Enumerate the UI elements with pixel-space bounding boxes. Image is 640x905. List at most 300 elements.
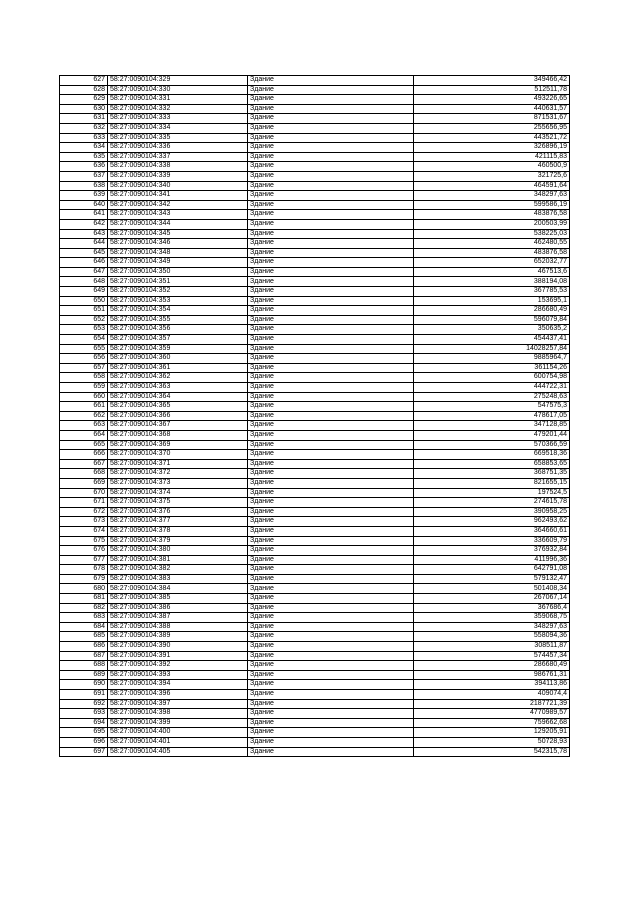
- cadastral-number: 58:27:0090104:343: [108, 210, 248, 220]
- cadastral-value: 462480,55: [414, 239, 570, 249]
- row-number: 636: [60, 162, 108, 172]
- table-row: [60, 219, 570, 229]
- cadastral-value: 558094,36: [414, 632, 570, 642]
- cadastral-number: 58:27:0090104:353: [108, 296, 248, 306]
- table-row: [60, 613, 570, 623]
- cadastral-number: 58:27:0090104:400: [108, 728, 248, 738]
- object-type: Здание: [248, 690, 414, 700]
- table-row: [60, 536, 570, 546]
- row-number: 656: [60, 354, 108, 364]
- cadastral-number: 58:27:0090104:333: [108, 114, 248, 124]
- table-row: [60, 651, 570, 661]
- table-row: [60, 123, 570, 133]
- object-type: Здание: [248, 277, 414, 287]
- table-row: [60, 210, 570, 220]
- table-row: [60, 718, 570, 728]
- cadastral-number: 58:27:0090104:386: [108, 603, 248, 613]
- row-number: 662: [60, 411, 108, 421]
- table-row: [60, 95, 570, 105]
- table-row: [60, 632, 570, 642]
- cadastral-value: 409074,4: [414, 690, 570, 700]
- table-row: [60, 277, 570, 287]
- cadastral-number: 58:27:0090104:349: [108, 258, 248, 268]
- row-number: 692: [60, 699, 108, 709]
- cadastral-value: 2187721,39: [414, 699, 570, 709]
- table-row: [60, 191, 570, 201]
- cadastral-number: 58:27:0090104:398: [108, 709, 248, 719]
- cadastral-value: 348297,63: [414, 622, 570, 632]
- cadastral-value: 759662,68: [414, 718, 570, 728]
- object-type: Здание: [248, 229, 414, 239]
- cadastral-number: 58:27:0090104:360: [108, 354, 248, 364]
- row-number: 684: [60, 622, 108, 632]
- object-type: Здание: [248, 200, 414, 210]
- row-number: 646: [60, 258, 108, 268]
- object-type: Здание: [248, 344, 414, 354]
- cadastral-value: 467513,6: [414, 267, 570, 277]
- object-type: Здание: [248, 85, 414, 95]
- cadastral-number: 58:27:0090104:381: [108, 555, 248, 565]
- cadastral-value: 326896,19: [414, 143, 570, 153]
- table-row: [60, 488, 570, 498]
- cadastral-value: 255656,95: [414, 123, 570, 133]
- cadastral-value: 600754,98: [414, 373, 570, 383]
- cadastral-value: 153695,1: [414, 296, 570, 306]
- cadastral-number: 58:27:0090104:361: [108, 363, 248, 373]
- table-row: [60, 594, 570, 604]
- object-type: Здание: [248, 133, 414, 143]
- cadastral-value: 574457,34: [414, 651, 570, 661]
- row-number: 678: [60, 565, 108, 575]
- cadastral-value: 421115,83: [414, 152, 570, 162]
- cadastral-value: 368751,35: [414, 469, 570, 479]
- object-type: Здание: [248, 594, 414, 604]
- cadastral-number: 58:27:0090104:367: [108, 421, 248, 431]
- row-number: 640: [60, 200, 108, 210]
- table-row: [60, 498, 570, 508]
- table-row: [60, 450, 570, 460]
- object-type: Здание: [248, 747, 414, 757]
- object-type: Здание: [248, 651, 414, 661]
- row-number: 657: [60, 363, 108, 373]
- cadastral-value: 394113,86: [414, 680, 570, 690]
- object-type: Здание: [248, 248, 414, 258]
- row-number: 697: [60, 747, 108, 757]
- cadastral-number: 58:27:0090104:379: [108, 536, 248, 546]
- table-row: [60, 459, 570, 469]
- cadastral-number: 58:27:0090104:391: [108, 651, 248, 661]
- cadastral-value: 444722,31: [414, 383, 570, 393]
- row-number: 633: [60, 133, 108, 143]
- cadastral-value: 821655,15: [414, 478, 570, 488]
- cadastral-value: 538225,03: [414, 229, 570, 239]
- table-row: [60, 171, 570, 181]
- row-number: 643: [60, 229, 108, 239]
- row-number: 664: [60, 430, 108, 440]
- object-type: Здание: [248, 526, 414, 536]
- object-type: Здание: [248, 335, 414, 345]
- object-type: Здание: [248, 143, 414, 153]
- table-row: [60, 239, 570, 249]
- row-number: 655: [60, 344, 108, 354]
- object-type: Здание: [248, 728, 414, 738]
- cadastral-value: 321725,6: [414, 171, 570, 181]
- object-type: Здание: [248, 114, 414, 124]
- table-row: [60, 555, 570, 565]
- cadastral-value: 367686,4: [414, 603, 570, 613]
- row-number: 647: [60, 267, 108, 277]
- row-number: 680: [60, 584, 108, 594]
- cadastral-value: 483876,58: [414, 210, 570, 220]
- row-number: 641: [60, 210, 108, 220]
- object-type: Здание: [248, 171, 414, 181]
- object-type: Здание: [248, 306, 414, 316]
- cadastral-value: 388194,08: [414, 277, 570, 287]
- table-body: [60, 76, 570, 757]
- row-number: 652: [60, 315, 108, 325]
- table-row: [60, 373, 570, 383]
- table-row: [60, 737, 570, 747]
- row-number: 667: [60, 459, 108, 469]
- cadastral-number: 58:27:0090104:385: [108, 594, 248, 604]
- cadastral-value: 478617,05: [414, 411, 570, 421]
- table-row: [60, 296, 570, 306]
- object-type: Здание: [248, 699, 414, 709]
- row-number: 639: [60, 191, 108, 201]
- table-row: [60, 143, 570, 153]
- row-number: 632: [60, 123, 108, 133]
- object-type: Здание: [248, 450, 414, 460]
- cadastral-number: 58:27:0090104:387: [108, 613, 248, 623]
- object-type: Здание: [248, 402, 414, 412]
- object-type: Здание: [248, 469, 414, 479]
- object-type: Здание: [248, 296, 414, 306]
- cadastral-value: 348297,63: [414, 191, 570, 201]
- cadastral-number: 58:27:0090104:392: [108, 661, 248, 671]
- table-row: [60, 335, 570, 345]
- table-row: [60, 690, 570, 700]
- cadastral-number: 58:27:0090104:352: [108, 287, 248, 297]
- row-number: 695: [60, 728, 108, 738]
- cadastral-number: 58:27:0090104:389: [108, 632, 248, 642]
- cadastral-value: 493226,65: [414, 95, 570, 105]
- cadastral-number: 58:27:0090104:344: [108, 219, 248, 229]
- row-number: 638: [60, 181, 108, 191]
- cadastral-number: 58:27:0090104:388: [108, 622, 248, 632]
- object-type: Здание: [248, 546, 414, 556]
- cadastral-value: 390958,25: [414, 507, 570, 517]
- cadastral-number: 58:27:0090104:396: [108, 690, 248, 700]
- object-type: Здание: [248, 239, 414, 249]
- cadastral-number: 58:27:0090104:375: [108, 498, 248, 508]
- object-type: Здание: [248, 392, 414, 402]
- table-row: [60, 670, 570, 680]
- cadastral-number: 58:27:0090104:380: [108, 546, 248, 556]
- object-type: Здание: [248, 152, 414, 162]
- row-number: 665: [60, 440, 108, 450]
- cadastral-number: 58:27:0090104:341: [108, 191, 248, 201]
- cadastral-number: 58:27:0090104:339: [108, 171, 248, 181]
- cadastral-number: 58:27:0090104:348: [108, 248, 248, 258]
- cadastral-value: 512511,78: [414, 85, 570, 95]
- cadastral-number: 58:27:0090104:350: [108, 267, 248, 277]
- object-type: Здание: [248, 622, 414, 632]
- row-number: 651: [60, 306, 108, 316]
- object-type: Здание: [248, 325, 414, 335]
- cadastral-value: 454437,41: [414, 335, 570, 345]
- cadastral-value: 308511,87: [414, 642, 570, 652]
- row-number: 666: [60, 450, 108, 460]
- table-row: [60, 76, 570, 86]
- object-type: Здание: [248, 555, 414, 565]
- cadastral-number: 58:27:0090104:355: [108, 315, 248, 325]
- cadastral-value: 542315,78: [414, 747, 570, 757]
- cadastral-number: 58:27:0090104:342: [108, 200, 248, 210]
- row-number: 654: [60, 335, 108, 345]
- cadastral-number: 58:27:0090104:378: [108, 526, 248, 536]
- cadastral-number: 58:27:0090104:397: [108, 699, 248, 709]
- cadastral-value: 267067,14: [414, 594, 570, 604]
- row-number: 673: [60, 517, 108, 527]
- object-type: Здание: [248, 459, 414, 469]
- table-row: [60, 229, 570, 239]
- row-number: 650: [60, 296, 108, 306]
- object-type: Здание: [248, 162, 414, 172]
- object-type: Здание: [248, 680, 414, 690]
- object-type: Здание: [248, 603, 414, 613]
- cadastral-number: 58:27:0090104:354: [108, 306, 248, 316]
- table-row: [60, 344, 570, 354]
- row-number: 693: [60, 709, 108, 719]
- cadastral-value: 962493,62: [414, 517, 570, 527]
- row-number: 686: [60, 642, 108, 652]
- cadastral-number: 58:27:0090104:364: [108, 392, 248, 402]
- row-number: 685: [60, 632, 108, 642]
- cadastral-value: 336609,79: [414, 536, 570, 546]
- row-number: 644: [60, 239, 108, 249]
- table-row: [60, 383, 570, 393]
- cadastral-number: 58:27:0090104:330: [108, 85, 248, 95]
- table-row: [60, 267, 570, 277]
- cadastral-value: 50728,93: [414, 737, 570, 747]
- row-number: 682: [60, 603, 108, 613]
- cadastral-number: 58:27:0090104:366: [108, 411, 248, 421]
- object-type: Здание: [248, 565, 414, 575]
- row-number: 660: [60, 392, 108, 402]
- table-row: [60, 354, 570, 364]
- cadastral-value: 367785,53: [414, 287, 570, 297]
- table-row: [60, 565, 570, 575]
- cadastral-value: 359068,75: [414, 613, 570, 623]
- cadastral-value: 871531,67: [414, 114, 570, 124]
- row-number: 629: [60, 95, 108, 105]
- object-type: Здание: [248, 76, 414, 86]
- cadastral-value-table: [59, 75, 570, 757]
- row-number: 671: [60, 498, 108, 508]
- cadastral-number: 58:27:0090104:351: [108, 277, 248, 287]
- cadastral-value: 349466,42: [414, 76, 570, 86]
- cadastral-number: 58:27:0090104:401: [108, 737, 248, 747]
- table-row: [60, 162, 570, 172]
- cadastral-number: 58:27:0090104:334: [108, 123, 248, 133]
- row-number: 681: [60, 594, 108, 604]
- row-number: 687: [60, 651, 108, 661]
- cadastral-value: 274615,78: [414, 498, 570, 508]
- row-number: 670: [60, 488, 108, 498]
- table-row: [60, 709, 570, 719]
- object-type: Здание: [248, 584, 414, 594]
- cadastral-value: 579132,47: [414, 574, 570, 584]
- object-type: Здание: [248, 574, 414, 584]
- table-row: [60, 392, 570, 402]
- cadastral-value: 483876,58: [414, 248, 570, 258]
- table-row: [60, 507, 570, 517]
- object-type: Здание: [248, 354, 414, 364]
- row-number: 653: [60, 325, 108, 335]
- row-number: 659: [60, 383, 108, 393]
- cadastral-number: 58:27:0090104:331: [108, 95, 248, 105]
- cadastral-value: 652032,77: [414, 258, 570, 268]
- object-type: Здание: [248, 632, 414, 642]
- object-type: Здание: [248, 430, 414, 440]
- row-number: 676: [60, 546, 108, 556]
- table-row: [60, 469, 570, 479]
- object-type: Здание: [248, 373, 414, 383]
- table-row: [60, 622, 570, 632]
- table-row: [60, 430, 570, 440]
- cadastral-value: 479201,44: [414, 430, 570, 440]
- cadastral-number: 58:27:0090104:365: [108, 402, 248, 412]
- cadastral-value: 200503,99: [414, 219, 570, 229]
- cadastral-value: 440631,57: [414, 104, 570, 114]
- object-type: Здание: [248, 613, 414, 623]
- table-row: [60, 546, 570, 556]
- cadastral-value: 14028257,84: [414, 344, 570, 354]
- cadastral-value: 129205,91: [414, 728, 570, 738]
- object-type: Здание: [248, 267, 414, 277]
- cadastral-number: 58:27:0090104:368: [108, 430, 248, 440]
- cadastral-number: 58:27:0090104:384: [108, 584, 248, 594]
- row-number: 696: [60, 737, 108, 747]
- object-type: Здание: [248, 383, 414, 393]
- table-row: [60, 411, 570, 421]
- row-number: 668: [60, 469, 108, 479]
- cadastral-number: 58:27:0090104:373: [108, 478, 248, 488]
- table-row: [60, 181, 570, 191]
- cadastral-value: 361154,26: [414, 363, 570, 373]
- object-type: Здание: [248, 709, 414, 719]
- cadastral-number: 58:27:0090104:369: [108, 440, 248, 450]
- cadastral-value: 464591,64: [414, 181, 570, 191]
- table-row: [60, 325, 570, 335]
- cadastral-value: 350635,2: [414, 325, 570, 335]
- cadastral-value: 197524,5: [414, 488, 570, 498]
- cadastral-value: 347128,85: [414, 421, 570, 431]
- row-number: 669: [60, 478, 108, 488]
- cadastral-number: 58:27:0090104:362: [108, 373, 248, 383]
- object-type: Здание: [248, 123, 414, 133]
- table-row: [60, 133, 570, 143]
- cadastral-value: 596079,84: [414, 315, 570, 325]
- row-number: 649: [60, 287, 108, 297]
- cadastral-number: 58:27:0090104:346: [108, 239, 248, 249]
- cadastral-number: 58:27:0090104:357: [108, 335, 248, 345]
- row-number: 677: [60, 555, 108, 565]
- cadastral-value: 986761,31: [414, 670, 570, 680]
- object-type: Здание: [248, 642, 414, 652]
- object-type: Здание: [248, 507, 414, 517]
- cadastral-number: 58:27:0090104:374: [108, 488, 248, 498]
- cadastral-number: 58:27:0090104:345: [108, 229, 248, 239]
- cadastral-value: 443521,72: [414, 133, 570, 143]
- object-type: Здание: [248, 219, 414, 229]
- cadastral-value: 275248,63: [414, 392, 570, 402]
- cadastral-value: 669518,36: [414, 450, 570, 460]
- row-number: 637: [60, 171, 108, 181]
- object-type: Здание: [248, 498, 414, 508]
- table-row: [60, 728, 570, 738]
- table-row: [60, 526, 570, 536]
- table-row: [60, 642, 570, 652]
- row-number: 630: [60, 104, 108, 114]
- table-row: [60, 402, 570, 412]
- cadastral-value: 501408,34: [414, 584, 570, 594]
- object-type: Здание: [248, 210, 414, 220]
- cadastral-number: 58:27:0090104:393: [108, 670, 248, 680]
- cadastral-number: 58:27:0090104:338: [108, 162, 248, 172]
- cadastral-number: 58:27:0090104:390: [108, 642, 248, 652]
- table-row: [60, 421, 570, 431]
- table-row: [60, 440, 570, 450]
- table-row: [60, 200, 570, 210]
- cadastral-value: 411996,36: [414, 555, 570, 565]
- row-number: 648: [60, 277, 108, 287]
- table-row: [60, 152, 570, 162]
- row-number: 628: [60, 85, 108, 95]
- row-number: 631: [60, 114, 108, 124]
- cadastral-number: 58:27:0090104:336: [108, 143, 248, 153]
- row-number: 642: [60, 219, 108, 229]
- cadastral-number: 58:27:0090104:340: [108, 181, 248, 191]
- object-type: Здание: [248, 517, 414, 527]
- object-type: Здание: [248, 478, 414, 488]
- object-type: Здание: [248, 670, 414, 680]
- table-row: [60, 574, 570, 584]
- cadastral-number: 58:27:0090104:371: [108, 459, 248, 469]
- cadastral-number: 58:27:0090104:363: [108, 383, 248, 393]
- cadastral-value: 460500,9: [414, 162, 570, 172]
- table-row: [60, 306, 570, 316]
- table-row: [60, 114, 570, 124]
- cadastral-value: 364660,61: [414, 526, 570, 536]
- object-type: Здание: [248, 411, 414, 421]
- row-number: 661: [60, 402, 108, 412]
- row-number: 675: [60, 536, 108, 546]
- row-number: 627: [60, 76, 108, 86]
- table-row: [60, 104, 570, 114]
- cadastral-value: 286680,49: [414, 306, 570, 316]
- cadastral-number: 58:27:0090104:356: [108, 325, 248, 335]
- cadastral-number: 58:27:0090104:335: [108, 133, 248, 143]
- cadastral-value: 570366,59: [414, 440, 570, 450]
- row-number: 694: [60, 718, 108, 728]
- table-row: [60, 747, 570, 757]
- row-number: 674: [60, 526, 108, 536]
- cadastral-value: 286680,49: [414, 661, 570, 671]
- cadastral-number: 58:27:0090104:377: [108, 517, 248, 527]
- cadastral-value: 658853,65: [414, 459, 570, 469]
- cadastral-number: 58:27:0090104:332: [108, 104, 248, 114]
